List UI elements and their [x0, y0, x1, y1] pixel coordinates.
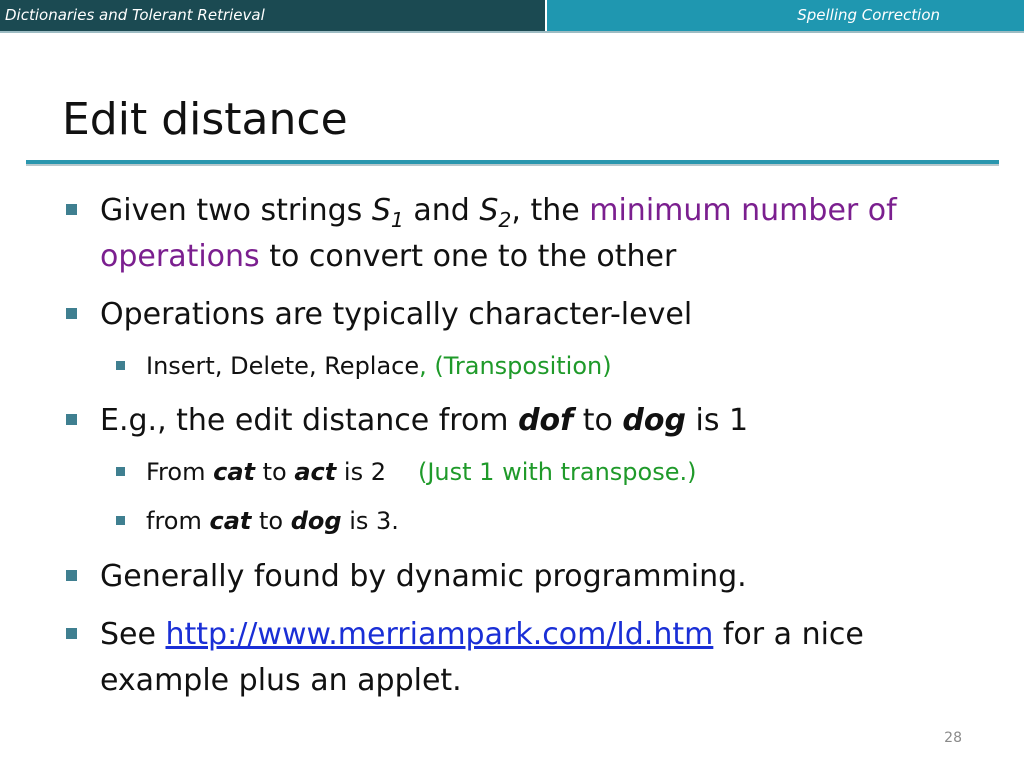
sub-bullet-marker [116, 467, 125, 476]
bullet-marker [66, 204, 77, 215]
emphasis-word: cat [213, 458, 255, 486]
sub-bullet-item [146, 456, 986, 488]
bullet-text: to convert one to the other [259, 239, 677, 274]
subscript: 2 [498, 208, 512, 232]
bullet-item [100, 398, 980, 444]
slide-title: Edit distance [62, 94, 348, 145]
bullet-item: Operations are typically character-level [100, 297, 693, 332]
bullet-item: Generally found by dynamic programming. [100, 559, 747, 594]
bullet-marker [66, 628, 77, 639]
bullet-text: to [255, 458, 295, 486]
emphasis-word: cat [209, 507, 252, 535]
bullet-text: is 3. [341, 507, 399, 535]
highlight-text: (Just 1 with transpose.) [417, 458, 697, 486]
bullet-text: from [146, 507, 210, 535]
var-letter: S [371, 193, 391, 228]
bullet-text: to [251, 507, 291, 535]
header-right-title: Spelling Correction [797, 6, 940, 24]
highlight-text: minimum number of operations [100, 193, 897, 274]
emphasis-word: act [294, 458, 337, 486]
header-left-title: Dictionaries and Tolerant Retrieval [5, 6, 265, 24]
emphasis-word: dog [290, 507, 342, 535]
string-var-s2 [479, 193, 512, 232]
sub-bullet-marker [116, 361, 125, 370]
subscript: 1 [390, 208, 404, 232]
bullet-text: Insert, Delete, Replace [146, 352, 420, 380]
string-var-s1 [371, 193, 404, 232]
emphasis-word: dog [622, 403, 686, 438]
bullet-marker [66, 414, 77, 425]
bullet-marker [66, 308, 77, 319]
sub-bullet-item [146, 505, 986, 537]
bullet-text: and [403, 193, 480, 228]
bullet-text: to [573, 403, 623, 438]
var-letter: S [479, 193, 499, 228]
bullet-text: for a nice example plus an applet. [100, 617, 864, 698]
merriampark-link[interactable]: http://www.merriampark.com/ld.htm [165, 617, 714, 652]
bullet-item [100, 188, 980, 280]
bullet-text: is 2 [336, 458, 386, 486]
bullet-text: , the [511, 193, 590, 228]
bullet-text: is 1 [685, 403, 749, 438]
page-number: 28 [944, 730, 962, 746]
emphasis-word: dof [518, 403, 574, 438]
bullet-text: E.g., the edit distance from [100, 403, 519, 438]
highlight-text: , (Transposition) [419, 352, 612, 380]
bullet-marker [66, 570, 77, 581]
bullet-text: Given two strings [100, 193, 372, 228]
sub-bullet-item [146, 350, 986, 382]
bullet-text: From [146, 458, 214, 486]
bullet-text: See [100, 617, 166, 652]
sub-bullet-marker [116, 516, 125, 525]
bullet-item [100, 612, 980, 704]
